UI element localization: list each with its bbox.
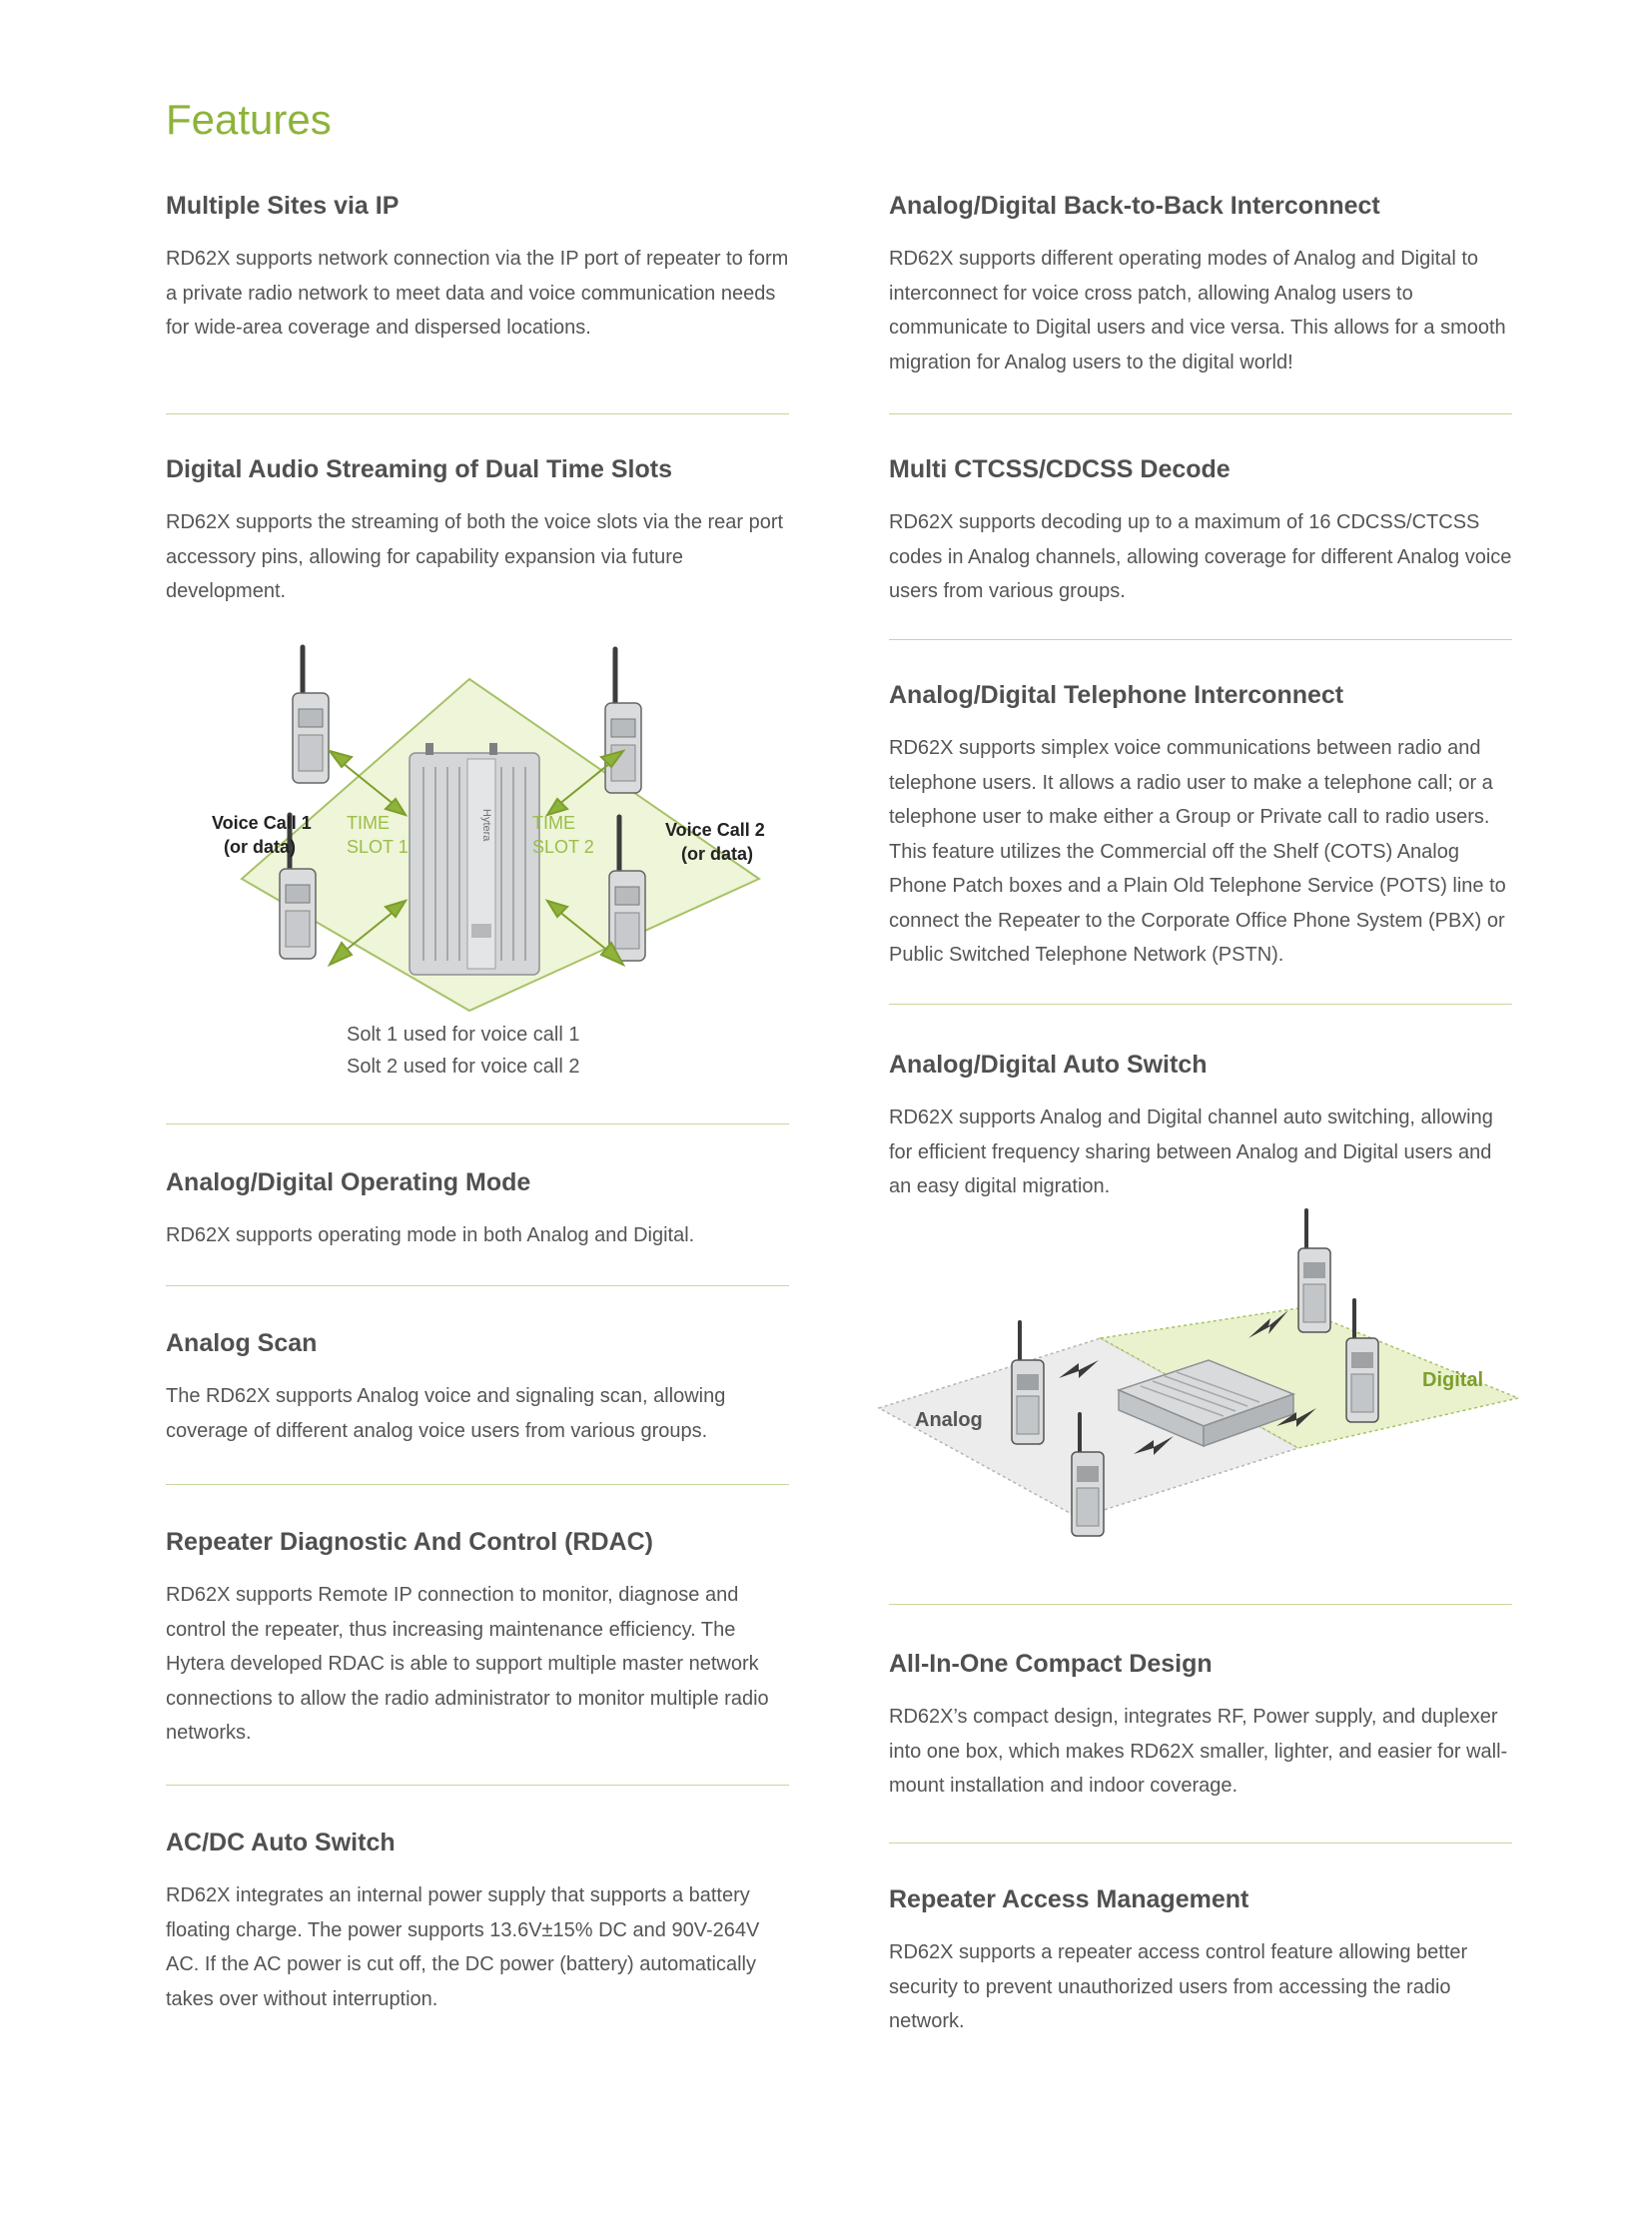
feature-heading: Multiple Sites via IP [166, 192, 400, 220]
section-divider [166, 1285, 789, 1286]
feature-body: RD62X integrates an internal power supply that supports a battery floating charge. The power supports 13.6V±15% DC and 90V-264V AC. If the AC power is cut off, the DC power (battery) automatically takes over without interruption. [166, 1884, 760, 2010]
section-divider [889, 1004, 1512, 1005]
section-divider [889, 1843, 1512, 1844]
feature-analog-scan [166, 1327, 790, 1448]
feature-heading: Digital Audio Streaming of Dual Time Slots [166, 455, 672, 483]
section-divider [166, 1123, 789, 1124]
feature-ac-dc-auto-switch [166, 1827, 790, 2016]
feature-body: RD62X supports Remote IP connection to monitor, diagnose and control the repeater, thus increasing maintenance efficiency. The Hytera developed RDAC is able to support multiple master network connections to allow the radio administrator to monitor multiple radio networks. [166, 1584, 769, 1744]
feature-heading: Repeater Diagnostic And Control (RDAC) [166, 1528, 653, 1556]
caption-line: Solt 1 used for voice call 1 [347, 1024, 580, 1046]
feature-operating-mode [166, 1166, 790, 1253]
section-divider [889, 413, 1512, 414]
section-divider [889, 639, 1512, 640]
feature-heading: Multi CTCSS/CDCSS Decode [889, 455, 1231, 483]
feature-heading: Analog/Digital Operating Mode [166, 1168, 531, 1196]
feature-rdac [166, 1526, 790, 1751]
section-divider [166, 1785, 789, 1786]
voice-call-1-label: Voice Call 1 [212, 813, 312, 833]
voice-call-1-sublabel: (or data) [224, 837, 296, 857]
digital-area-label: Digital [1422, 1369, 1484, 1391]
time-slot-2-sublabel: SLOT 2 [532, 837, 594, 857]
feature-back-to-back-interconnect [889, 190, 1513, 379]
autoswitch-diagram [879, 1208, 1528, 1548]
feature-telephone-interconnect [889, 679, 1513, 973]
feature-body: The RD62X supports Analog voice and signaling scan, allowing coverage of different analog voice users from various groups. [166, 1385, 726, 1442]
figure-caption [347, 1019, 579, 1083]
repeater-brand-label: Hytera [480, 809, 492, 842]
feature-heading: Analog/Digital Auto Switch [889, 1051, 1208, 1079]
section-divider [166, 1484, 789, 1485]
feature-multiple-sites-via-ip [166, 190, 790, 346]
feature-heading: Analog Scan [166, 1329, 318, 1357]
feature-digital-audio-streaming [166, 453, 790, 609]
caption-line: Solt 2 used for voice call 2 [347, 1056, 580, 1078]
radio-icon [293, 647, 329, 783]
feature-body: RD62X supports a repeater access control feature allowing better security to prevent unauthorized users from accessing the radio network. [889, 1941, 1468, 2032]
section-divider [889, 1604, 1512, 1605]
radio-icon [1012, 1322, 1044, 1444]
time-slot-1-label: TIME [347, 813, 390, 833]
repeater-icon [410, 743, 539, 975]
page-title: Features [166, 96, 332, 143]
section-divider [166, 413, 789, 414]
feature-body: RD62X supports the streaming of both the voice slots via the rear port accessory pins, allowing for capability expansion via future development. [166, 511, 784, 602]
feature-body: RD62X supports different operating modes of Analog and Digital to interconnect for voice cross patch, allowing Analog users to communicate to Digital users and vice versa. This allows for a smooth migration for Analog users to the digital world! [889, 248, 1506, 373]
feature-analog-digital-auto-switch [889, 1049, 1513, 1204]
time-slot-1-sublabel: SLOT 1 [347, 837, 409, 857]
feature-repeater-access-management [889, 1883, 1513, 2039]
analog-area-label: Analog [915, 1409, 983, 1431]
feature-heading: Repeater Access Management [889, 1885, 1249, 1913]
feature-body: RD62X’s compact design, integrates RF, Power supply, and duplexer into one box, which makes RD62X smaller, lighter, and easier for wall-mount installation and indoor coverage. [889, 1706, 1508, 1797]
feature-ctcss-cdcss-decode [889, 453, 1513, 609]
feature-heading: All-In-One Compact Design [889, 1650, 1213, 1678]
feature-body: RD62X supports decoding up to a maximum of 16 CDCSS/CTCSS codes in Analog channels, allowing coverage for different Analog voice users from various groups. [889, 511, 1512, 602]
feature-body: RD62X supports simplex voice communications between radio and telephone users. It allows a radio user to make a telephone call; or a telephone user to make either a Group or Private call to radio users. This feature utilizes the Commercial off the Shelf (COTS) Analog Phone Patch boxes and a Plain Old Telephone Service (POTS) line to connect the Repeater to the Corporate Office Phone System (PBX) or Public Switched Telephone Network (PSTN). [889, 737, 1506, 966]
feature-heading: AC/DC Auto Switch [166, 1829, 396, 1856]
voice-call-2-label: Voice Call 2 [665, 820, 765, 840]
timeslot-diagram [150, 639, 789, 1019]
feature-heading: Analog/Digital Back-to-Back Interconnect [889, 192, 1380, 220]
time-slot-2-label: TIME [532, 813, 575, 833]
voice-call-2-sublabel: (or data) [681, 844, 753, 864]
feature-body: RD62X supports operating mode in both Analog and Digital. [166, 1224, 695, 1246]
radio-icon [605, 649, 641, 793]
feature-body: RD62X supports network connection via the IP port of repeater to form a private radio network to meet data and voice communication needs for wide-area coverage and dispersed locations. [166, 248, 789, 339]
radio-icon [1298, 1210, 1330, 1332]
feature-heading: Analog/Digital Telephone Interconnect [889, 681, 1344, 709]
radio-icon [1346, 1300, 1378, 1422]
feature-body: RD62X supports Analog and Digital channel auto switching, allowing for efficient frequency sharing between Analog and Digital users and an easy digital migration. [889, 1107, 1493, 1197]
feature-compact-design [889, 1648, 1513, 1804]
